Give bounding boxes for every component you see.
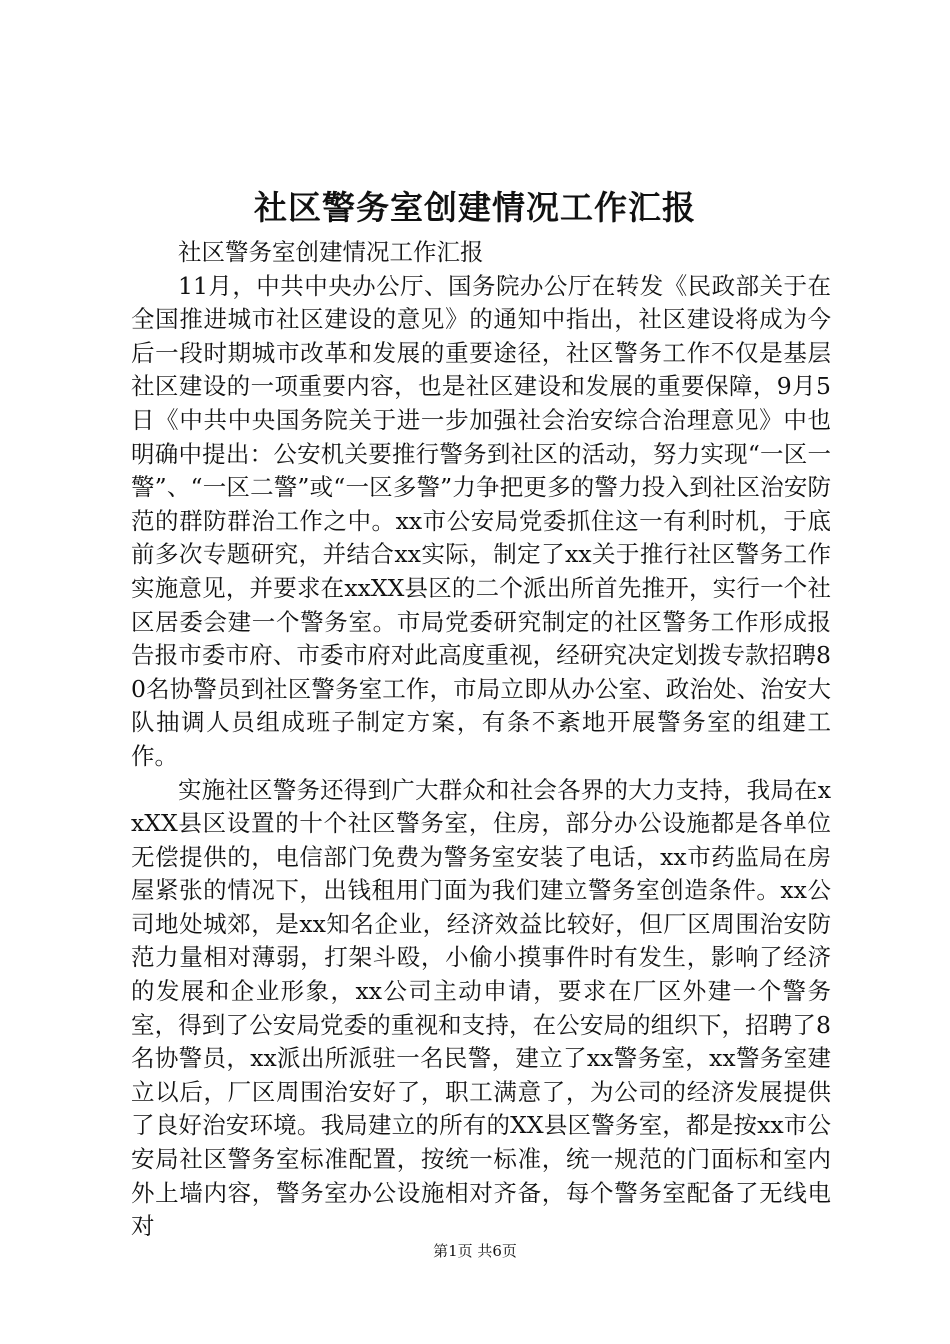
page-footer: 第1页 共6页 [433,1242,517,1260]
document-body [131,236,831,1244]
paragraph-subtitle: 社区警务室创建情况工作汇报 [178,238,484,266]
document-title: 社区警务室创建情况工作汇报 [254,188,696,227]
paragraph-2: 实施社区警务还得到广大群众和社会各界的大力支持，我局在xxXX县区设置的十个社区警务室，住房，部分办公设施都是各单位无偿提供的，电信部门免费为警务室安装了电话，xx市药监局在房屋紧张的情况下，出钱租用门面为我们建立警务室创造条件。xx公司地处城郊，是xx知名企业，经济效益比较好，但厂区周围治安防范力量相对薄弱，打架斗殴，小偷小摸事件时有发生，影响了经济的发展和企业形象，xx公司主动申请，要求在厂区外建一个警务室，得到了公安局党委的重视和支持，在公安局的组织下，招聘了8名协警员，xx派出所派驻一名民警，建立了xx警务室，xx警务室建立以后，厂区周围治安好了，职工满意了，为公司的经济发展提供了良好治安环境。我局建立的所有的XX县区警务室，都是按xx市公安局社区警务室标准配置，按统一标准，统一规范的门面标和室内外上墙内容，警务室办公设施相对齐备，每个警务室配备了无线电对 [131,775,831,1241]
paragraph-1: 11月，中共中央办公厅、国务院办公厅在转发《民政部关于在全国推进城市社区建设的意见》的通知中指出，社区建设将成为今后一段时期城市改革和发展的重要途径，社区警务工作不仅是基层社区建设的一项重要内容，也是社区建设和发展的重要保障，9月5日《中共中央国务院关于进一步加强社会治安综合治理意见》中也明确中提出：公安机关要推行警务到社区的活动，努力实现“一区一警”、“一区二警”或“一区多警”力争把更多的警力投入到社区治安防范的群防群治工作之中。xx市公安局党委抓住这一有利时机，于底前多次专题研究，并结合xx实际，制定了xx关于推行社区警务工作实施意见，并要求在xxXX县区的二个派出所首先推开，实行一个社区居委会建一个警务室。市局党委研究制定的社区警务工作形成报告报市委市府、市委市府对此高度重视，经研究决定划拨专款招聘80名协警员到社区警务室工作，市局立即从办公室、政治处、治安大队抽调人员组成班子制定方案，有条不紊地开展警务室的组建工作。 [131,271,831,770]
